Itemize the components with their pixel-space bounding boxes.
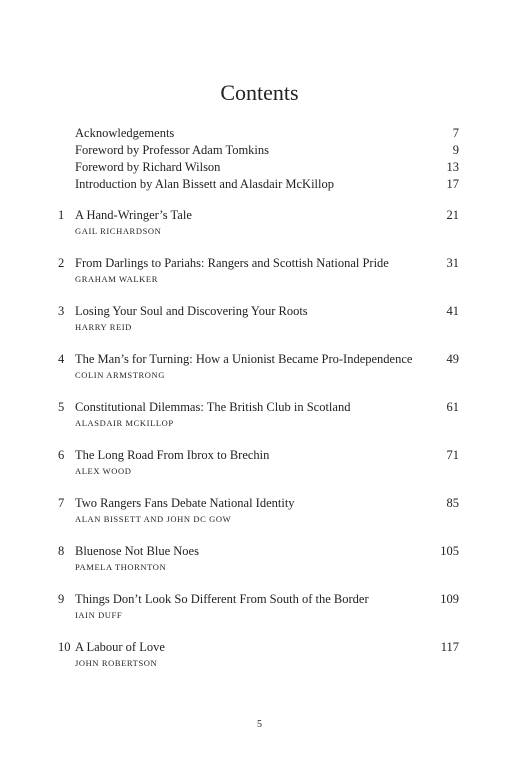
chapter-entry	[58, 351, 459, 399]
chapter-number: 8	[58, 544, 65, 558]
chapter-entry	[58, 639, 459, 687]
chapter-entry	[58, 255, 459, 303]
chapter-entry	[58, 399, 459, 447]
page-title: Contents	[220, 80, 299, 105]
chapter-author: ALASDAIR MCKILLOP	[75, 418, 174, 428]
front-matter-label: Acknowledgements	[75, 126, 175, 140]
chapter-number: 1	[58, 208, 65, 222]
chapter-author: JOHN ROBERTSON	[75, 658, 158, 668]
chapter-number: 3	[58, 304, 65, 318]
chapter-title: Bluenose Not Blue Noes	[75, 544, 199, 558]
front-matter-label: Introduction by Alan Bissett and Alasdair McKillop	[75, 177, 334, 191]
chapter-title: Constitutional Dilemmas: The British Club in Scotland	[75, 400, 351, 414]
chapter-number: 7	[58, 496, 65, 510]
chapter-author: IAIN DUFF	[75, 610, 123, 620]
chapter-title: Two Rangers Fans Debate National Identity	[75, 496, 295, 510]
chapter-author: HARRY REID	[75, 322, 132, 332]
front-matter-list	[75, 125, 459, 193]
chapter-title: From Darlings to Pariahs: Rangers and Scottish National Pride	[75, 256, 389, 270]
chapter-number: 2	[58, 256, 65, 270]
chapter-page: 105	[440, 544, 459, 558]
front-matter-page: 13	[446, 160, 459, 174]
chapter-title: A Labour of Love	[75, 640, 165, 654]
chapter-entry	[58, 543, 459, 591]
front-matter-label: Foreword by Professor Adam Tomkins	[75, 143, 270, 157]
chapter-title: The Long Road From Ibrox to Brechin	[75, 448, 270, 462]
front-matter-label: Foreword by Richard Wilson	[75, 160, 221, 174]
chapter-page: 61	[446, 400, 459, 414]
chapter-author: ALEX WOOD	[75, 466, 132, 476]
chapter-entry	[58, 303, 459, 351]
chapter-author: COLIN ARMSTRONG	[75, 370, 165, 380]
chapter-page: 41	[446, 304, 459, 318]
chapter-entry	[58, 495, 459, 543]
front-matter-item	[75, 159, 459, 176]
chapter-title: Losing Your Soul and Discovering Your Roots	[75, 304, 308, 318]
chapter-author: GRAHAM WALKER	[75, 274, 158, 284]
chapter-page: 85	[446, 496, 459, 510]
front-matter-page: 7	[452, 126, 459, 140]
chapter-page: 109	[440, 592, 459, 606]
chapter-author: PAMELA THORNTON	[75, 562, 167, 572]
front-matter-item	[75, 176, 459, 193]
chapter-entry	[58, 447, 459, 495]
chapter-page: 31	[446, 256, 459, 270]
chapter-page: 71	[446, 448, 459, 462]
chapter-title: A Hand-Wringer’s Tale	[75, 208, 192, 222]
chapter-number: 6	[58, 448, 65, 462]
front-matter-item	[75, 125, 459, 142]
chapter-entry	[58, 591, 459, 639]
chapter-number: 10	[58, 640, 71, 654]
chapter-page: 117	[440, 640, 459, 654]
chapter-number: 4	[58, 352, 65, 366]
chapter-author: ALAN BISSETT AND JOHN DC GOW	[75, 514, 232, 524]
page-number: 5	[257, 719, 262, 730]
chapter-page: 49	[446, 352, 459, 366]
front-matter-page: 17	[446, 177, 459, 191]
chapter-number: 9	[58, 592, 65, 606]
chapter-number: 5	[58, 400, 65, 414]
chapter-entry	[58, 207, 459, 255]
front-matter-item	[75, 142, 459, 159]
chapter-author: GAIL RICHARDSON	[75, 226, 162, 236]
chapter-page: 21	[446, 208, 459, 222]
front-matter-page: 9	[452, 143, 459, 157]
chapter-title: The Man’s for Turning: How a Unionist Became Pro-Independence	[75, 352, 413, 366]
chapter-list	[58, 207, 459, 687]
chapter-title: Things Don’t Look So Different From South of the Border	[75, 592, 369, 606]
